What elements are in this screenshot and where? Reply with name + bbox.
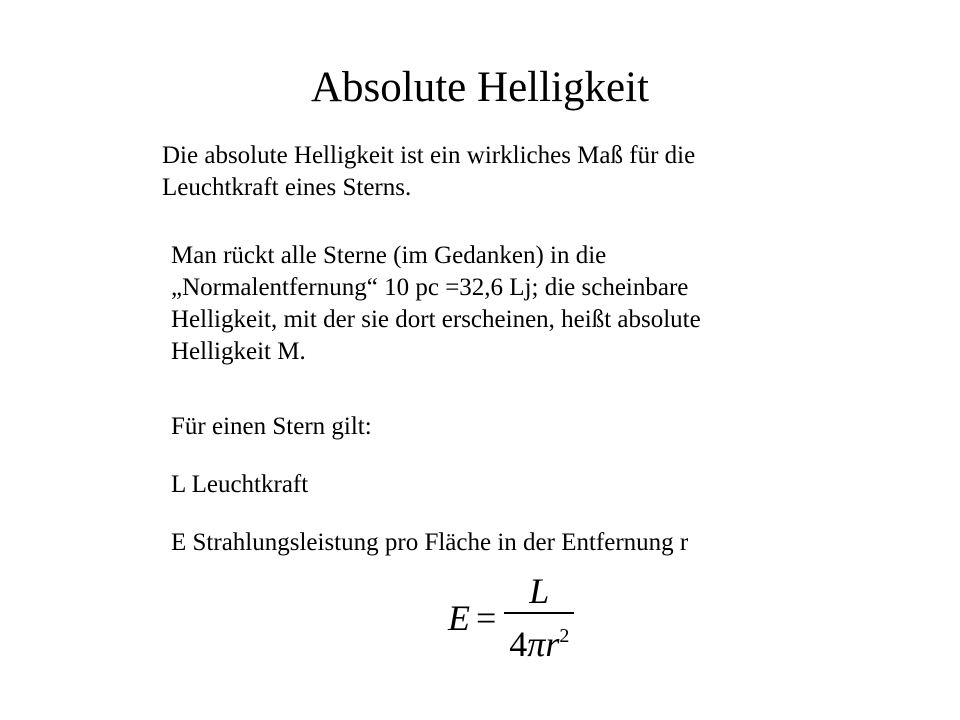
denominator-variable: r: [545, 624, 560, 664]
explanation-line: „Normalentfernung“ 10 pc =32,6 Lj; die scheinbare: [171, 274, 689, 301]
formula-lhs: E: [448, 598, 470, 638]
formula-fraction: [504, 572, 574, 664]
definition-irradiance: E Strahlungsleistung pro Fläche in der Entfernung r: [171, 529, 689, 556]
denominator-coefficient: 4: [509, 624, 528, 664]
intro-line: Leuchtkraft eines Sterns.: [162, 174, 412, 201]
fraction-bar: [504, 612, 574, 614]
star-rule-text: Für einen Stern gilt:: [171, 413, 372, 440]
denominator-exponent: 2: [559, 625, 570, 647]
slide-title: Absolute Helligkeit: [311, 64, 649, 111]
explanation-line: Helligkeit M.: [171, 338, 306, 365]
denominator-pi: π: [527, 624, 546, 664]
formula-equals: =: [476, 598, 497, 638]
formula-numerator: L: [529, 571, 550, 611]
definition-luminosity: L Leuchtkraft: [171, 471, 309, 498]
explanation-line: Man rückt alle Sterne (im Gedanken) in die: [171, 242, 607, 269]
formula-denominator: [509, 616, 569, 664]
explanation-paragraph: [171, 240, 701, 368]
intro-line: Die absolute Helligkeit ist ein wirkliches Maß für die: [162, 142, 696, 169]
intro-paragraph: [162, 140, 695, 204]
explanation-line: Helligkeit, mit der sie dort erscheinen, heißt absolute: [171, 306, 701, 333]
irradiance-formula: [448, 572, 574, 664]
